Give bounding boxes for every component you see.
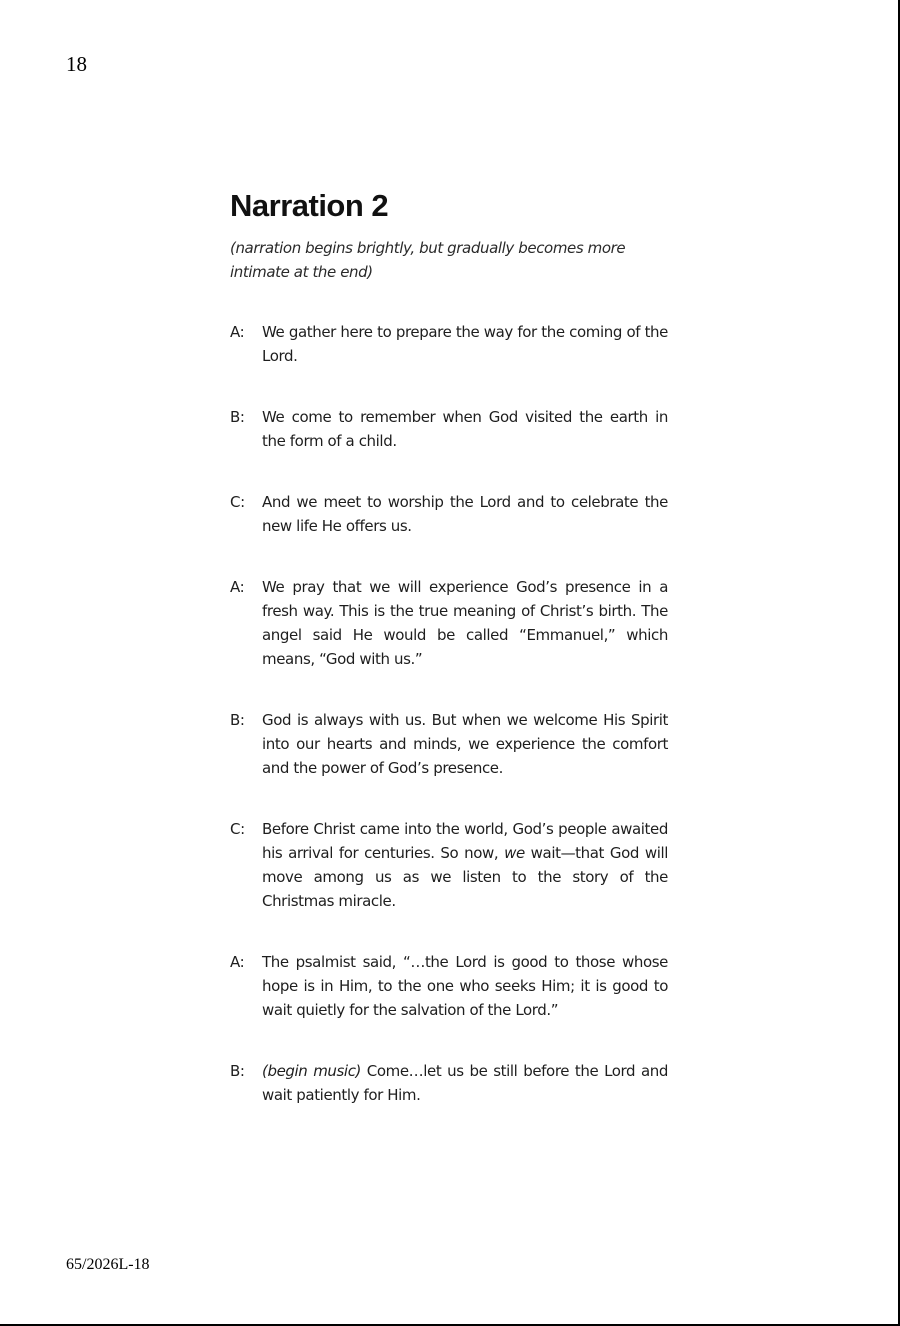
narration-line [230, 1059, 668, 1107]
speaker-label: B: [230, 711, 245, 729]
narration-line [230, 950, 668, 1022]
speaker-label: B: [230, 1062, 245, 1080]
line-text [262, 405, 668, 453]
text-segment: We come to remember when God visited the earth in the form of a child. [262, 408, 668, 450]
speaker-label: A: [230, 323, 245, 341]
narration-section [230, 186, 668, 1144]
text-segment: We pray that we will experience God’s presence in a fresh way. This is the true meaning of Christ’s birth. The angel said He would be called “Emmanuel,” which means, “God with us.” [262, 578, 668, 668]
speaker-label: C: [230, 820, 245, 838]
narration-line [230, 708, 668, 780]
line-text [262, 490, 668, 538]
line-text [262, 950, 668, 1022]
line-text [262, 1059, 668, 1107]
line-text [262, 708, 668, 780]
narration-line [230, 490, 668, 538]
stage-direction: (narration begins brightly, but gradually becomes more intimate at the end) [230, 239, 626, 281]
speaker-label: B: [230, 408, 245, 426]
text-segment: wait—that God will move among us as we listen to the story of the Christmas miracle. [262, 844, 668, 910]
narration-line [230, 575, 668, 671]
text-segment: The psalmist said, “…the Lord is good to those whose hope is in Him, to the one who seeks Him; it is good to wait quietly for the salvation of the Lord.” [262, 953, 668, 1019]
line-text [262, 320, 668, 368]
narration-line [230, 320, 668, 368]
text-segment: Come…let us be still before the Lord and wait patiently for Him. [262, 1062, 668, 1104]
speaker-label: A: [230, 953, 245, 971]
line-text [262, 575, 668, 671]
speaker-label: A: [230, 578, 245, 596]
narration-line [230, 405, 668, 453]
narration-lines [230, 320, 668, 1107]
narration-title: Narration 2 [230, 188, 389, 223]
speaker-label: C: [230, 493, 245, 511]
page-number: 18 [66, 52, 87, 76]
narration-line [230, 817, 668, 913]
text-segment: God is always with us. But when we welcome His Spirit into our hearts and minds, we experience the comfort and the power of God’s presence. [262, 711, 668, 777]
line-text [262, 817, 668, 913]
text-segment: Before Christ came into the world, God’s people awaited his arrival for centuries. So now, [262, 820, 668, 862]
text-segment: We gather here to prepare the way for the coming of the Lord. [262, 323, 668, 365]
text-segment: And we meet to worship the Lord and to celebrate the new life He offers us. [262, 493, 668, 535]
italic-text-segment: we [504, 844, 525, 862]
catalog-code: 65/2026L-18 [66, 1256, 150, 1273]
italic-text-segment: (begin music) [262, 1062, 361, 1080]
